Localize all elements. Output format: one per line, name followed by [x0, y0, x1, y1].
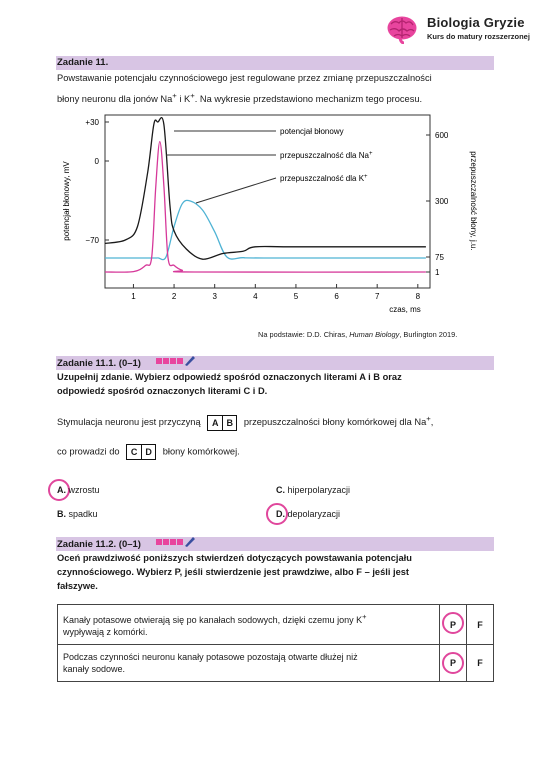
plot-frame [105, 115, 430, 288]
y-left-tick-label: +30 [85, 118, 99, 127]
sentence-2: co prowadzi do C D błony komórkowej. [57, 444, 240, 460]
subtask-1-instruction-2: odpowiedź spośród oznaczonych literami C i D. [57, 386, 268, 396]
subtask-2-instruction-1: Oceń prawdziwość poniższych stwierdzeń dotyczących powstawania potencjału [57, 553, 412, 563]
statement-1: Kanały potasowe otwierają się po kanałach sodowych, dzięki czemu jony K+ wypływają z komórki. [58, 605, 440, 645]
legend-k-leader [196, 178, 276, 203]
y-left-axis-label: potencjał błonowy, mV [62, 161, 71, 241]
chart-svg [56, 111, 494, 319]
statement-2: Podczas czynności neuronu kanały potasowe pozostają otwarte dłużej niż kanały sodowe. [58, 645, 440, 682]
difficulty-icon [156, 356, 196, 371]
option-c[interactable]: C. hiperpolaryzacji [276, 485, 351, 495]
answer-f-1[interactable]: F [467, 605, 494, 645]
subtask-2-instruction-2: czynnościowego. Wybierz P, jeśli stwierdzenie jest prawdziwe, albo F – jeśli jest [57, 567, 410, 577]
option-d[interactable]: D. depolaryzacji [276, 509, 341, 519]
difficulty-icon [156, 537, 196, 552]
x-tick-label: 2 [171, 292, 177, 301]
legend-k-label: przepuszczalność dla K+ [280, 174, 368, 183]
x-tick-label: 8 [415, 292, 421, 301]
table-row [58, 645, 494, 682]
y-right-tick-label: 75 [435, 253, 444, 262]
action-potential-chart [56, 111, 494, 319]
brand-tagline: Kurs do matury rozszerzonej [427, 32, 530, 41]
answer-p-2[interactable]: P [440, 645, 467, 682]
legend-na-label: przepuszczalność dla Na+ [280, 151, 373, 160]
legend-membrane-label: potencjał błonowy [280, 127, 344, 136]
y-right-tick-label: 300 [435, 197, 449, 206]
choice-box-ab: A B [207, 415, 237, 431]
y-left-tick-label: 0 [94, 157, 99, 166]
task-intro-line1: Powstawanie potencjału czynnościowego jest regulowane przez zmianę przepuszczalności [57, 73, 432, 83]
y-right-tick-label: 600 [435, 131, 449, 140]
subtask-1-title: Zadanie 11.1. (0–1) [57, 358, 141, 370]
selected-circle-p1 [442, 612, 464, 634]
chart-source: Na podstawie: D.D. Chiras, Human Biology, Burlington 2019. [258, 330, 458, 339]
task-title-bar [56, 56, 494, 70]
answer-p-1[interactable]: P [440, 605, 467, 645]
selected-circle-p2 [442, 652, 464, 674]
subtask-2-instruction-3: fałszywe. [57, 581, 98, 591]
x-tick-label: 6 [334, 292, 339, 301]
y-left-tick-label: −70 [85, 236, 99, 245]
subtask-2-title-bar [56, 537, 494, 551]
choice-box-cd: C D [126, 444, 156, 460]
subtask-2-title: Zadanie 11.2. (0–1) [57, 539, 141, 551]
brand-name: Biologia Gryzie [427, 15, 525, 30]
answer-f-2[interactable]: F [467, 645, 494, 682]
table-row [58, 605, 494, 645]
option-b[interactable]: B. spadku [57, 509, 98, 519]
x-axis-label: czas, ms [389, 305, 421, 314]
x-tick-label: 4 [253, 292, 258, 301]
subtask-1-title-bar [56, 356, 494, 370]
brain-icon [386, 14, 418, 44]
sentence-1: Stymulacja neuronu jest przyczyną A B przepuszczalności błony komórkowej dla Na+, [57, 412, 433, 431]
x-tick-label: 3 [212, 292, 217, 301]
series-na-permeability [105, 142, 426, 273]
option-a[interactable]: A. wzrostu [57, 485, 100, 495]
true-false-table [57, 604, 494, 682]
x-tick-label: 1 [131, 292, 136, 301]
x-tick-label: 7 [374, 292, 380, 301]
task-title: Zadanie 11. [57, 57, 109, 68]
brand-logo [386, 14, 536, 46]
y-right-axis-label: przepuszczalność błony, j.u. [469, 151, 478, 251]
task-intro-line2: błony neuronu dla jonów Na+ i K+. Na wykresie przedstawiono mechanizm tego procesu. [57, 91, 423, 105]
subtask-1-instruction-1: Uzupełnij zdanie. Wybierz odpowiedź spośród oznaczonych literami A i B oraz [57, 372, 402, 382]
x-tick-label: 5 [293, 292, 299, 301]
y-right-tick-label: 1 [435, 268, 440, 277]
